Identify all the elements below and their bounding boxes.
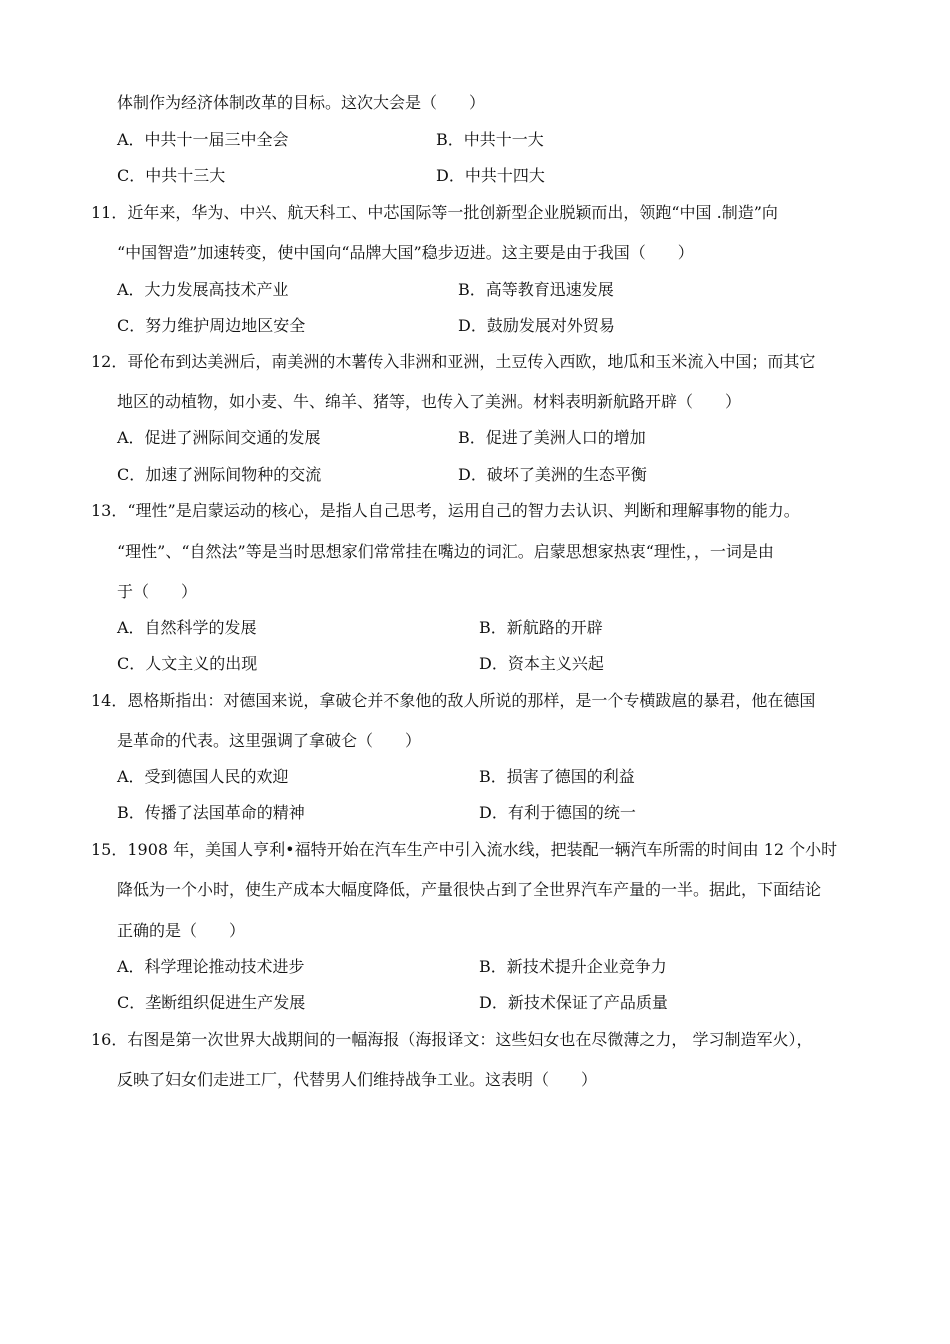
q13-option-a: A．自然科学的发展: [117, 618, 257, 637]
q15-stem-line-3: 正确的是（ ）: [117, 921, 246, 940]
q10-option-c: C．中共十三大: [117, 166, 226, 185]
q12-stem-line-2: 地区的动植物，如小麦、牛、绵羊、猪等，也传入了美洲。材料表明新航路开辟（ ）: [117, 392, 742, 411]
q15-stem-line-1: 15．1908 年，美国人亨利•福特开始在汽车生产中引入流水线，把装配一辆汽车所需的时间由 12 个小时: [91, 840, 838, 859]
q12-option-d: D．破坏了美洲的生态平衡: [458, 465, 647, 484]
q13-option-b: B．新航路的开辟: [479, 618, 603, 637]
q14-option-a: A．受到德国人民的欢迎: [117, 767, 289, 786]
q12-stem-line-1: 12．哥伦布到达美洲后，南美洲的木薯传入非洲和亚洲，土豆传入西欧，地瓜和玉米流入中国；而其它: [91, 352, 816, 371]
q14-option-b: B．损害了德国的利益: [479, 767, 635, 786]
q11-option-c: C．努力维护周边地区安全: [117, 316, 306, 335]
q15-option-c: C．垄断组织促进生产发展: [117, 993, 306, 1012]
q12-option-a: A．促进了洲际间交通的发展: [117, 428, 321, 447]
q15-stem-line-2: 降低为一个小时，使生产成本大幅度降低，产量很快占到了全世界汽车产量的一半。据此，下面结论: [117, 880, 822, 899]
q15-option-a: A．科学理论推动技术进步: [117, 957, 305, 976]
q10-stem-line: 体制作为经济体制改革的目标。这次大会是（ ）: [117, 93, 486, 112]
q14-stem-line-2: 是革命的代表。这里强调了拿破仑（ ）: [117, 731, 422, 750]
q14-option-d: D．有利于德国的统一: [479, 803, 636, 822]
q12-option-b: B．促进了美洲人口的增加: [458, 428, 646, 447]
q11-stem-line-2: “中国智造”加速转变，使中国向“品牌大国”稳步迈进。这主要是由于我国（ ）: [117, 243, 694, 262]
q15-option-d: D．新技术保证了产品质量: [479, 993, 668, 1012]
q14-option-c: B．传播了法国革命的精神: [117, 803, 305, 822]
q16-stem-line-2: 反映了妇女们走进工厂，代替男人们维持战争工业。这表明（ ）: [117, 1070, 598, 1089]
q16-stem-line-1: 16．右图是第一次世界大战期间的一幅海报（海报译文：这些妇女也在尽微薄之力， 学习制造军火），: [91, 1030, 813, 1049]
q13-stem-line-2: “理性”、“自然法”等是当时思想家们常常挂在嘴边的词汇。启蒙思想家热衷“理性，，一词是由: [117, 542, 774, 561]
q10-option-d: D．中共十四大: [436, 166, 545, 185]
q11-option-a: A．大力发展高技术产业: [117, 280, 289, 299]
q12-option-c: C．加速了洲际间物种的交流: [117, 465, 322, 484]
q15-option-b: B．新技术提升企业竞争力: [479, 957, 667, 976]
q11-option-b: B．高等教育迅速发展: [458, 280, 614, 299]
q13-option-c: C．人文主义的出现: [117, 654, 258, 673]
q14-stem-line-1: 14．恩格斯指出：对德国来说，拿破仑并不象他的敌人所说的那样，是一个专横跋扈的暴君，他在德国: [91, 691, 816, 710]
q13-stem-line-1: 13．“理性”是启蒙运动的核心，是指人自己思考，运用自己的智力去认识、判断和理解事物的能力。: [91, 501, 800, 520]
q11-stem-line-1: 11．近年来，华为、中兴、航天科工、中芯国际等一批创新型企业脱颖而出，领跑“中国 .制造”向: [91, 203, 778, 222]
q10-option-b: B．中共十一大: [436, 130, 544, 149]
q13-option-d: D．资本主义兴起: [479, 654, 604, 673]
q11-option-d: D．鼓励发展对外贸易: [458, 316, 615, 335]
q13-stem-line-3: 于（ ）: [117, 582, 198, 601]
q10-option-a: A．中共十一届三中全会: [117, 130, 289, 149]
